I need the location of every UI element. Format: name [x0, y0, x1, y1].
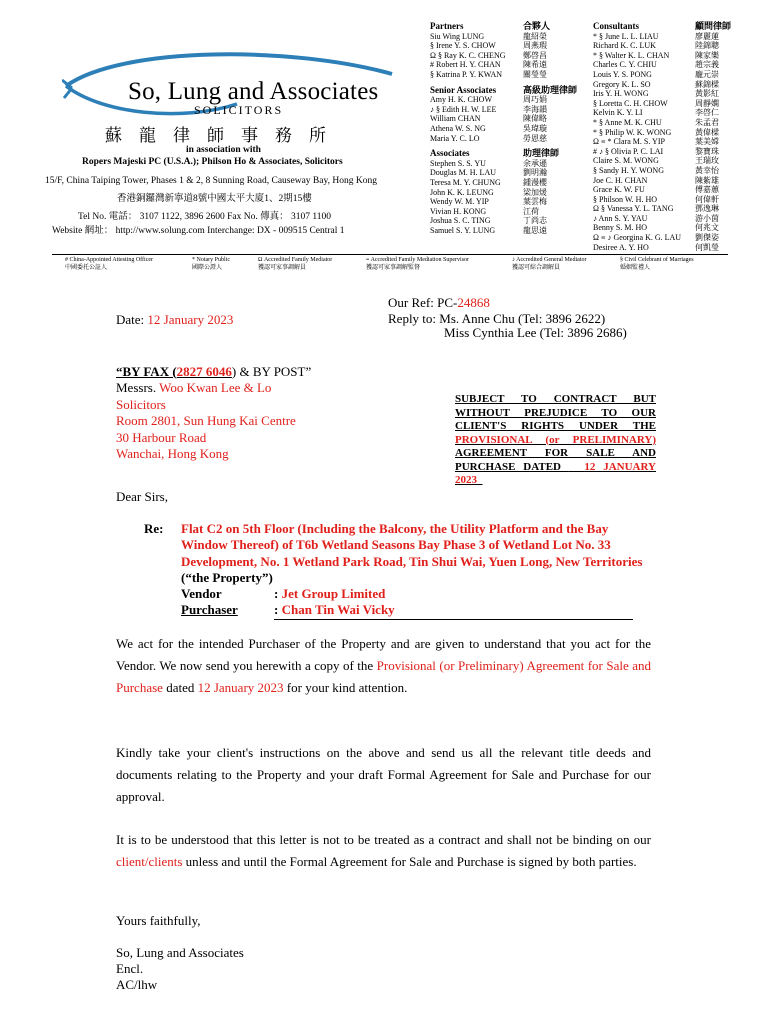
associate-name: Wendy W. M. YIP — [430, 197, 489, 207]
senior-associate-name-cn: 勞恩慈 — [523, 133, 547, 143]
legend-item: * Notary Public 國際公證人 — [192, 257, 230, 271]
partners-column — [430, 22, 506, 235]
partner-name-cn: 陳希遠 — [523, 60, 547, 70]
paragraph-2: Kindly take your client's instructions on the above and send us all the relevant title deeds and documents relating to the Property and your draft Formal Agreement for Sale and Purchase for our approval. — [116, 745, 651, 804]
complimentary-close: Yours faithfully, — [116, 913, 201, 928]
consultant-name: Charles C. Y. CHIU — [593, 60, 657, 70]
associate-name: Vivian H. KONG — [430, 206, 487, 216]
re-block — [181, 521, 651, 620]
letter-date: Date: 12 January 2023 — [116, 312, 234, 327]
senior-associates-header: Senior Associates — [430, 84, 497, 95]
consultants-chinese-column — [695, 22, 731, 252]
firm-telephone: Tel No. 電話： 3107 1122, 3896 2600 Fax No. 傳真： 3107 1100 — [78, 212, 332, 222]
associates-cn-header: 助理律師 — [523, 148, 560, 159]
consultant-name-cn: 何偉軒 — [695, 194, 719, 204]
purchaser-row: Purchaser : Chan Tin Wai Vicky — [181, 602, 651, 619]
consultant-name-cn: 蘇錦樑 — [695, 79, 719, 89]
signoff-line: AC/lhw — [116, 977, 158, 992]
paragraph-1: We act for the intended Purchaser of the Property and are given to understand that you act for the Vendor. We now send you herewith a copy of the Provisional (or Preliminary) Agreement for Sale and Purchase dated 12 January 2023 for your kind attention. — [116, 636, 651, 695]
partner-name-cn: 周燕瑕 — [523, 41, 547, 51]
consultant-name-cn: 黃影紅 — [695, 89, 719, 99]
paragraph-3: It is to be understood that this letter is not to be treated as a contract and shall not be binding on our client/clients unless and until the Formal Agreement for Sale and Purchase is signed by both parties. — [116, 832, 651, 869]
reply-to-line-2: Miss Cynthia Lee (Tel: 3896 2686) — [444, 325, 627, 340]
senior-associate-name: Amy H. K. CHOW — [430, 95, 492, 105]
consultant-name-cn: 陸錦聰 — [695, 41, 719, 51]
subject-to-contract-notice: SUBJECT TO CONTRACT BUT WITHOUT PREJUDICE TO OUR CLIENT'S RIGHTS UNDER THE PROVISIONAL (or PRELIMINARY) AGREEMENT FOR SALE AND PURCHASE DATED 12 JANUARY 2023 — [455, 393, 657, 486]
consultant-name-cn: 葉美嫦 — [695, 137, 719, 147]
associate-name-cn: 劉明瀚 — [523, 168, 547, 178]
partner-name-cn: 龍紹榮 — [523, 31, 547, 41]
senior-associate-name-cn: 吳瑋璇 — [523, 123, 547, 133]
consultant-name-cn: 游小茵 — [695, 213, 719, 223]
firm-address-chinese: 香港銅鑼灣新寧道8號中國太平大廈1、2期15樓 — [117, 194, 312, 204]
consultant-name-cn: 傅嘉蕙 — [695, 185, 719, 195]
senior-associate-name: Athena W. S. NG — [430, 123, 486, 133]
consultant-name-cn: 黃幸怡 — [695, 165, 719, 175]
associate-name: Samuel S. Y. LUNG — [430, 225, 496, 235]
addressee-line: Solicitors — [116, 396, 166, 412]
partner-name: Ω § Ray K. C. CHENG — [430, 50, 506, 60]
partners-chinese-column — [523, 22, 577, 235]
consultant-name: § Loretta C. H. CHOW — [593, 98, 668, 108]
consultant-name-cn: 何凱瑩 — [695, 242, 719, 252]
partner-name: # Robert H. Y. CHAN — [430, 60, 501, 70]
consultant-name: Gregory K. L. SO — [593, 79, 651, 89]
consultant-name-cn: 陳家樂 — [695, 50, 719, 60]
associate-name-cn: 龍思遠 — [523, 225, 547, 235]
signoff-line: Encl. — [116, 961, 144, 976]
addressee-block: Messrs. Woo Kwan Lee & Lo Solicitors Room 2801, Sun Hung Kai Centre 30 Harbour Road Wanchai, Hong Kong — [116, 380, 296, 461]
associate-name-cn: 丁尚志 — [523, 216, 547, 226]
firm-website: Website 網址： http://www.solung.com Interchange: DX - 009515 Central 1 — [52, 226, 345, 236]
partner-name-cn: 關瑩瑩 — [523, 69, 547, 79]
consultant-name: * § June L. L. LIAU — [593, 31, 659, 41]
consultant-name-cn: 陳紫雄 — [695, 175, 719, 185]
consultant-name: Louis Y. S. PONG — [593, 69, 652, 79]
associate-name-cn: 葉雲梅 — [523, 197, 547, 207]
firm-name-chinese: 蘇龍律師事務所 — [105, 126, 343, 145]
firm-subtitle: SOLICITORS — [194, 103, 284, 117]
consultant-name: Ω ≡ * Clara M. S. YIP — [593, 137, 665, 147]
consultant-name-cn: 何兆文 — [695, 223, 719, 233]
signature-block — [116, 945, 244, 993]
partner-name: Siu Wing LUNG — [430, 31, 485, 41]
consultant-name-cn: 鄧逸琳 — [695, 204, 719, 214]
partners-header: Partners — [430, 21, 464, 31]
consultant-name: ♪ Ann S. Y. YAU — [593, 213, 648, 223]
legend-item: # China-Appointed Attesting Officer 中國委托公証人 — [65, 257, 154, 271]
associate-name: Douglas M. H. LAU — [430, 168, 496, 178]
consultant-name: Claire S. M. WONG — [593, 156, 659, 166]
consultant-name-cn: 黎寶珠 — [695, 146, 719, 156]
consultant-name-cn: 王瑞玫 — [695, 156, 719, 166]
associate-name-cn: 梁加煖 — [523, 187, 547, 197]
partners-cn-header: 合夥人 — [523, 21, 551, 31]
consultant-name-cn: 劉傑姿 — [695, 233, 719, 243]
partner-name-cn: 鄭啓昌 — [523, 50, 547, 60]
consultant-name-cn: 周靜嫻 — [695, 98, 719, 108]
property-description: Flat C2 on 5th Floor (Including the Balcony, the Utility Platform and the Bay Window Thereof) of T6b Wetland Seasons Bay Phase 3 of Wetland Lot No. 33 Development, No. 1 Wetland Park Road, Tin Shui Wai, Yuen Long, New Territories (“the Property”) — [181, 521, 643, 585]
associate-name-cn: 鍾漫櫻 — [523, 177, 547, 187]
consultant-name: Ω ≡ ♪ Georgina K. G. LAU — [593, 233, 682, 243]
senior-associate-name-cn: 周巧娟 — [523, 95, 547, 105]
firm-name: So, Lung and Associates — [128, 78, 379, 105]
consultant-name-cn: 黃偉樑 — [695, 127, 719, 137]
legend-item: ≡ Accredited Family Mediation Supervisor 獲認可家事調解監督 — [366, 257, 470, 271]
associates-header: Associates — [430, 148, 470, 159]
consultants-header: Consultants — [593, 21, 640, 31]
firm-address: 15/F, China Taiping Tower, Phases 1 & 2, 8 Sunning Road, Causeway Bay, Hong Kong — [45, 176, 377, 186]
consultant-name-cn: 朱孟君 — [695, 117, 719, 127]
signoff-line: So, Lung and Associates — [116, 945, 244, 960]
senior-associate-name: ♪ § Edith H. W. LEE — [430, 104, 497, 114]
senior-associate-name-cn: 李海韻 — [523, 104, 547, 114]
consultant-name: * § Anne M. K. CHU — [593, 117, 662, 127]
consultant-name: Desiree A. Y. HO — [593, 242, 649, 252]
addressee-line: Wanchai, Hong Kong — [116, 446, 229, 461]
letterhead-divider — [52, 254, 728, 255]
consultant-name: * § Philip W. K. WONG — [593, 127, 672, 137]
salutation: Dear Sirs, — [116, 489, 168, 504]
consultant-name: § Philson W. H. HO — [593, 194, 658, 204]
senior-associate-name: Maria Y. C. LO — [430, 133, 480, 143]
legend-item: § Civil Celebrant of Marriages 婚姻監禮人 — [620, 257, 694, 271]
consultant-name-cn: 趙宗義 — [695, 60, 719, 70]
addressee-line: 30 Harbour Road — [116, 429, 207, 445]
vendor-row: Vendor : Jet Group Limited — [181, 586, 386, 602]
consultant-name: Joe C. H. CHAN — [593, 175, 648, 185]
associate-name: Joshua S. C. TING — [430, 216, 491, 226]
consultant-name-cn: 廖麗蓮 — [695, 31, 719, 41]
associate-name: Teresa M. Y. CHUNG — [430, 177, 501, 187]
legend-item: ♪ Accredited General Mediator 獲認可綜合調解員 — [512, 257, 587, 271]
consultant-name: Richard K. C. LUK — [593, 41, 656, 51]
consultant-name-cn: 李啓仁 — [695, 108, 719, 118]
re-label: Re: — [144, 521, 164, 536]
associate-name-cn: 余承遜 — [523, 158, 547, 168]
senior-associates-cn-header: 高級助理律師 — [523, 84, 578, 95]
consultant-name: Grace K. W. FU — [593, 185, 645, 195]
consultant-name: # ♪ § Olivia P. C. LAI — [593, 146, 664, 156]
consultant-name: Kelvin K. Y. LI — [593, 108, 643, 118]
association-label: in association with — [186, 145, 261, 155]
consultant-name: § Sandy H. Y. WONG — [593, 165, 664, 175]
association-firms: Ropers Majeski PC (U.S.A.); Philson Ho & Associates, Solicitors — [82, 157, 343, 167]
addressee-line: Room 2801, Sun Hung Kai Centre — [116, 413, 296, 428]
delivery-method: “BY FAX (2827 6046) & BY POST” — [116, 364, 312, 379]
partner-name: § Katrina P. Y. KWAN — [430, 69, 502, 79]
consultant-name: Ω § Vanessa Y. L. TANG — [593, 204, 674, 214]
consultant-name: Iris Y. H. WONG — [593, 89, 649, 99]
reply-to-line-1: Reply to: Ms. Anne Chu (Tel: 3896 2622) — [388, 311, 606, 326]
consultant-name: * § Walter K. L. CHAN — [593, 50, 670, 60]
legend-item: Ω Accredited Family Mediator 獲認可家事調解員 — [258, 257, 333, 271]
consultant-name: Benny S. M. HO — [593, 223, 648, 233]
consultants-column — [593, 22, 681, 252]
senior-associate-name: William CHAN — [430, 114, 481, 124]
consultants-cn-header: 顧問律師 — [695, 21, 732, 31]
consultant-name-cn: 龐元崇 — [695, 69, 719, 79]
partner-name: § Irene Y. S. CHOW — [430, 41, 496, 51]
associate-name-cn: 江荷 — [523, 206, 539, 216]
senior-associate-name-cn: 陳偉略 — [523, 114, 547, 124]
associate-name: John K. K. LEUNG — [430, 187, 494, 197]
associate-name: Stephen S. S. YU — [430, 158, 486, 168]
our-reference: Our Ref: PC-24868 — [388, 295, 490, 310]
